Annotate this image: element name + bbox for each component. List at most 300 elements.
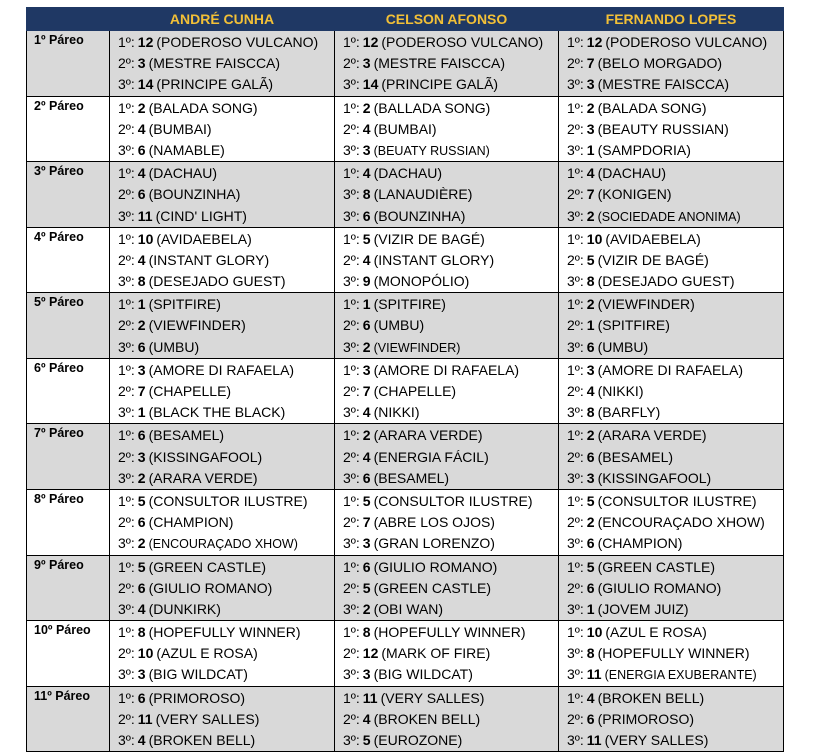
pick-number: 1 xyxy=(137,404,146,421)
pick-position: 1º: xyxy=(343,34,360,50)
race-row xyxy=(27,424,784,490)
pick-position: 3º: xyxy=(343,666,360,683)
pick-position: 2º: xyxy=(343,120,360,137)
pick-line xyxy=(118,512,334,533)
pick-line xyxy=(567,643,783,664)
pick-horse: (GIULIO ROMANO) xyxy=(148,579,273,596)
pick-horse: (BALADA SONG) xyxy=(148,99,258,116)
race-row xyxy=(27,555,784,621)
pick-position: 2º: xyxy=(343,710,360,727)
pick-horse: (AMORE DI RAFAELA) xyxy=(373,361,520,378)
pick-position: 2º: xyxy=(567,448,584,465)
pick-position: 2º: xyxy=(118,448,135,465)
pick-number: 10 xyxy=(586,624,603,641)
picks-cell xyxy=(110,686,335,752)
pick-number: 8 xyxy=(137,273,146,290)
pick-position: 2º: xyxy=(343,383,360,399)
race-row xyxy=(27,162,784,228)
pick-number: 5 xyxy=(137,558,146,575)
pick-horse: (GREEN CASTLE) xyxy=(148,558,267,575)
race-row xyxy=(27,293,784,359)
pick-horse: (BALADA SONG) xyxy=(597,99,707,116)
pick-number: 1 xyxy=(137,296,146,313)
pick-number: 4 xyxy=(137,732,146,748)
pick-position: 2º: xyxy=(343,579,360,596)
pick-line xyxy=(567,53,783,74)
pick-number: 2 xyxy=(362,427,371,444)
pick-horse: (SAMPDORIA) xyxy=(597,141,691,158)
pick-horse: (PRIMOROSO) xyxy=(148,689,246,706)
pick-line xyxy=(118,402,334,423)
pick-position: 1º: xyxy=(343,624,360,641)
pick-position: 1º: xyxy=(343,296,360,313)
pick-number: 5 xyxy=(362,732,371,748)
pick-line xyxy=(567,140,783,161)
pick-number: 6 xyxy=(362,558,371,575)
pick-horse: (SPITFIRE) xyxy=(148,296,221,313)
pick-number: 11 xyxy=(362,689,378,706)
picks-cell xyxy=(335,358,559,424)
picks-cell xyxy=(335,227,559,293)
pick-line xyxy=(118,381,334,402)
pick-line xyxy=(567,360,783,381)
picks-cell xyxy=(335,162,559,228)
pick-line xyxy=(567,578,783,599)
pick-line xyxy=(118,250,334,271)
pick-horse: (OBI WAN) xyxy=(373,600,444,617)
pick-number: 5 xyxy=(362,579,371,596)
pick-position: 3º: xyxy=(567,645,584,662)
pick-horse: (VIZIR DE BAGÉ) xyxy=(373,230,485,247)
pick-position: 2º: xyxy=(567,55,584,72)
pick-number: 4 xyxy=(362,251,371,268)
pick-line xyxy=(567,229,783,250)
pick-line xyxy=(343,533,558,554)
pick-line xyxy=(118,294,334,315)
pick-horse: (DACHAU) xyxy=(597,165,667,182)
pick-position: 3º: xyxy=(118,273,135,290)
pick-position: 3º: xyxy=(343,141,360,158)
pick-position: 2º: xyxy=(118,383,135,399)
pick-line xyxy=(567,98,783,119)
pick-horse: (KISSINGAFOOL) xyxy=(597,469,712,486)
pick-line xyxy=(567,337,783,358)
race-label: 6º Páreo xyxy=(27,358,110,424)
pick-horse: (NIKKI) xyxy=(597,383,644,399)
pick-position: 3º: xyxy=(567,600,584,617)
pick-position: 1º: xyxy=(567,427,584,444)
pick-position: 1º: xyxy=(343,558,360,575)
pick-position: 3º: xyxy=(343,338,360,355)
pick-number: 5 xyxy=(137,492,146,509)
pick-number: 3 xyxy=(586,361,595,378)
pick-number: 6 xyxy=(586,710,595,727)
header-row xyxy=(27,8,784,31)
pick-position: 3º: xyxy=(567,535,584,552)
picks-cell xyxy=(110,227,335,293)
pick-horse: (LANAUDIÈRE) xyxy=(373,186,473,203)
pick-line xyxy=(118,664,334,685)
pick-number: 2 xyxy=(586,296,595,313)
pick-line xyxy=(118,599,334,620)
picks-cell xyxy=(559,424,784,490)
pick-line xyxy=(343,53,558,74)
pick-line xyxy=(118,119,334,140)
pick-position: 1º: xyxy=(343,165,360,182)
pick-number: 9 xyxy=(362,273,371,290)
pick-horse: (BUMBAI) xyxy=(148,120,212,137)
pick-horse: (BIG WILDCAT) xyxy=(148,666,248,683)
pick-horse: (ENERGIA EXUBERANTE) xyxy=(604,668,757,683)
pick-horse: (VERY SALLES) xyxy=(155,710,260,727)
pick-line xyxy=(343,250,558,271)
pick-number: 3 xyxy=(586,469,595,486)
picks-cell xyxy=(559,358,784,424)
pick-number: 2 xyxy=(586,514,595,531)
picks-cell xyxy=(335,96,559,162)
pick-position: 1º: xyxy=(567,230,584,247)
pick-horse: (PRINCIPE GALÃ) xyxy=(156,76,274,93)
pick-position: 1º: xyxy=(118,624,135,641)
race-row xyxy=(27,227,784,293)
pick-horse: (GREEN CASTLE) xyxy=(373,579,492,596)
pick-position: 3º: xyxy=(118,338,135,355)
pick-horse: (UMBU) xyxy=(148,338,200,355)
pick-number: 5 xyxy=(362,230,371,247)
pick-number: 12 xyxy=(586,34,603,50)
pick-number: 4 xyxy=(586,689,595,706)
pick-line xyxy=(343,599,558,620)
pick-horse: (VIEWFINDER) xyxy=(597,296,695,313)
pick-number: 7 xyxy=(137,383,146,399)
pick-horse: (BELO MORGADO) xyxy=(597,55,723,72)
pick-number: 2 xyxy=(137,99,146,116)
pick-horse: (KISSINGAFOOL) xyxy=(148,448,263,465)
pick-position: 2º: xyxy=(343,251,360,268)
pick-number: 2 xyxy=(586,207,595,224)
pick-number: 4 xyxy=(137,165,146,182)
pick-line xyxy=(567,315,783,336)
pick-line xyxy=(567,533,783,554)
picks-cell xyxy=(110,621,335,687)
pick-horse: (AMORE DI RAFAELA) xyxy=(148,361,295,378)
picks-cell xyxy=(335,31,559,97)
picks-cell xyxy=(335,424,559,490)
pick-number: 6 xyxy=(586,579,595,596)
picks-cell xyxy=(335,621,559,687)
pick-number: 2 xyxy=(362,338,371,355)
pick-number: 4 xyxy=(586,383,595,399)
race-row xyxy=(27,96,784,162)
pick-horse: (ARARA VERDE) xyxy=(373,427,483,444)
pick-line xyxy=(567,402,783,423)
pick-horse: (MESTRE FAISCCA) xyxy=(597,76,730,93)
pick-position: 3º: xyxy=(118,141,135,158)
pick-horse: (VIZIR DE BAGÉ) xyxy=(597,251,709,268)
pick-position: 1º: xyxy=(118,296,135,313)
pick-line xyxy=(343,98,558,119)
pick-position: 1º: xyxy=(118,689,135,706)
pick-position: 3º: xyxy=(118,469,135,486)
pick-line xyxy=(118,643,334,664)
pick-position: 1º: xyxy=(567,165,584,182)
pick-horse: (INSTANT GLORY) xyxy=(148,251,270,268)
pick-horse: (MONOPÓLIO) xyxy=(373,273,470,290)
pick-number: 4 xyxy=(362,448,371,465)
picks-cell xyxy=(335,555,559,621)
pick-line xyxy=(118,74,334,95)
pick-number: 10 xyxy=(137,230,154,247)
picks-cell xyxy=(110,293,335,359)
pick-line xyxy=(343,468,558,489)
pick-horse: (BESAMEL) xyxy=(148,427,225,444)
pick-horse: (CIND' LIGHT) xyxy=(155,207,247,224)
pick-horse: (CONSULTOR ILUSTRE) xyxy=(597,492,757,509)
pick-number: 5 xyxy=(586,492,595,509)
pick-position: 3º: xyxy=(343,186,360,203)
pick-line xyxy=(567,447,783,468)
pick-line xyxy=(118,229,334,250)
race-label: 2º Páreo xyxy=(27,96,110,162)
pick-line xyxy=(118,578,334,599)
pick-position: 2º: xyxy=(567,120,584,137)
pick-position: 3º: xyxy=(343,469,360,486)
pick-line xyxy=(567,468,783,489)
pick-position: 3º: xyxy=(118,207,135,224)
picks-cell xyxy=(110,489,335,555)
pick-position: 3º: xyxy=(567,404,584,421)
pick-number: 4 xyxy=(362,404,371,421)
pick-line xyxy=(118,730,334,751)
pick-number: 2 xyxy=(137,535,146,552)
picks-cell xyxy=(335,293,559,359)
pick-number: 1 xyxy=(586,600,595,617)
pick-line xyxy=(567,512,783,533)
pick-position: 3º: xyxy=(567,141,584,158)
race-label: 1º Páreo xyxy=(27,31,110,97)
pick-number: 6 xyxy=(362,469,371,486)
pick-position: 2º: xyxy=(343,514,360,531)
pick-horse: (DUNKIRK) xyxy=(148,600,221,617)
race-label: 5º Páreo xyxy=(27,293,110,359)
pick-line xyxy=(118,32,334,53)
race-row xyxy=(27,31,784,97)
pick-number: 4 xyxy=(362,120,371,137)
pick-position: 2º: xyxy=(118,579,135,596)
pick-position: 2º: xyxy=(343,317,360,334)
pick-number: 11 xyxy=(137,207,153,224)
pick-horse: (SOCIEDADE ANONIMA) xyxy=(597,209,741,224)
pick-position: 3º: xyxy=(343,273,360,290)
pick-position: 1º: xyxy=(567,558,584,575)
pick-line xyxy=(567,557,783,578)
pick-line xyxy=(567,250,783,271)
pick-number: 3 xyxy=(362,361,371,378)
pick-line xyxy=(343,730,558,751)
pick-position: 2º: xyxy=(118,317,135,334)
pick-horse: (ENCOURAÇADO XHOW) xyxy=(597,514,765,531)
pick-line xyxy=(343,622,558,643)
pick-horse: (INSTANT GLORY) xyxy=(373,251,495,268)
pick-line xyxy=(118,709,334,730)
pick-position: 2º: xyxy=(567,514,584,531)
pick-horse: (SPITFIRE) xyxy=(597,317,670,334)
pick-number: 8 xyxy=(586,404,595,421)
pick-number: 7 xyxy=(362,514,371,531)
pick-number: 3 xyxy=(137,666,146,683)
pick-position: 3º: xyxy=(567,273,584,290)
picks-cell xyxy=(559,621,784,687)
pick-line xyxy=(343,184,558,205)
pick-line xyxy=(118,53,334,74)
pick-horse: (MESTRE FAISCCA) xyxy=(148,55,281,72)
pick-line xyxy=(118,622,334,643)
pick-position: 1º: xyxy=(343,689,360,706)
picks-cell xyxy=(110,162,335,228)
pick-number: 3 xyxy=(137,448,146,465)
pick-horse: (ENERGIA FÁCIL) xyxy=(373,448,489,465)
pick-line xyxy=(118,271,334,292)
pick-horse: (GIULIO ROMANO) xyxy=(597,579,722,596)
pick-line xyxy=(567,491,783,512)
pick-number: 3 xyxy=(137,55,146,72)
pick-horse: (BALLADA SONG) xyxy=(373,99,491,116)
pick-position: 2º: xyxy=(567,317,584,334)
pick-number: 12 xyxy=(362,645,379,662)
pick-horse: (PRIMOROSO) xyxy=(597,710,695,727)
header-tipster: ANDRÉ CUNHA xyxy=(110,8,335,31)
pick-position: 2º: xyxy=(118,710,135,727)
pick-position: 3º: xyxy=(118,535,135,552)
pick-position: 1º: xyxy=(118,427,135,444)
pick-number: 6 xyxy=(137,689,146,706)
pick-line xyxy=(118,447,334,468)
pick-number: 6 xyxy=(137,579,146,596)
race-label: 8º Páreo xyxy=(27,489,110,555)
pick-horse: (NAMABLE) xyxy=(148,141,225,158)
picks-cell xyxy=(110,424,335,490)
pick-horse: (KONIGEN) xyxy=(597,186,672,203)
pick-line xyxy=(118,688,334,709)
pick-number: 4 xyxy=(137,600,146,617)
pick-line xyxy=(343,140,558,161)
pick-horse: (PODEROSO VULCANO) xyxy=(381,34,544,50)
pick-horse: (BEUATY RUSSIAN) xyxy=(373,143,490,158)
pick-horse: (ABRE LOS OJOS) xyxy=(373,514,495,531)
pick-line xyxy=(343,229,558,250)
pick-horse: (ARARA VERDE) xyxy=(148,469,258,486)
pick-position: 2º: xyxy=(567,710,584,727)
pick-horse: (VIEWFINDER) xyxy=(148,317,246,334)
pick-horse: (AVIDAEBELA) xyxy=(156,230,252,247)
pick-horse: (VERY SALLES) xyxy=(604,732,709,748)
tips-table xyxy=(26,7,784,752)
picks-cell xyxy=(110,555,335,621)
pick-number: 14 xyxy=(137,76,154,93)
picks-cell xyxy=(559,31,784,97)
pick-position: 3º: xyxy=(118,666,135,683)
pick-position: 1º: xyxy=(118,165,135,182)
pick-number: 6 xyxy=(586,338,595,355)
pick-number: 8 xyxy=(137,624,146,641)
pick-horse: (CONSULTOR ILUSTRE) xyxy=(373,492,533,509)
pick-line xyxy=(118,140,334,161)
pick-position: 3º: xyxy=(567,338,584,355)
race-label: 11º Páreo xyxy=(27,686,110,752)
pick-number: 7 xyxy=(586,186,595,203)
pick-horse: (EUROZONE) xyxy=(373,732,463,748)
pick-horse: (CHAMPION) xyxy=(148,514,234,531)
pick-horse: (AZUL E ROSA) xyxy=(605,624,707,641)
pick-horse: (GREEN CASTLE) xyxy=(597,558,716,575)
pick-number: 14 xyxy=(362,76,379,93)
pick-position: 3º: xyxy=(567,207,584,224)
pick-position: 3º: xyxy=(118,404,135,421)
pick-horse: (BOUNZINHA) xyxy=(148,186,241,203)
pick-number: 6 xyxy=(137,141,146,158)
picks-cell xyxy=(559,96,784,162)
pick-number: 1 xyxy=(362,296,371,313)
pick-horse: (BEAUTY RUSSIAN) xyxy=(597,120,729,137)
pick-number: 8 xyxy=(586,645,595,662)
pick-number: 8 xyxy=(586,273,595,290)
pick-number: 4 xyxy=(586,165,595,182)
pick-horse: (DESEJADO GUEST) xyxy=(597,273,735,290)
pick-position: 1º: xyxy=(118,558,135,575)
pick-horse: (BUMBAI) xyxy=(373,120,437,137)
pick-position: 1º: xyxy=(118,99,135,116)
race-row xyxy=(27,686,784,752)
pick-number: 6 xyxy=(137,338,146,355)
pick-position: 3º: xyxy=(118,600,135,617)
pick-position: 2º: xyxy=(118,645,135,662)
pick-number: 4 xyxy=(362,710,371,727)
pick-position: 1º: xyxy=(343,230,360,247)
pick-line xyxy=(343,32,558,53)
pick-position: 2º: xyxy=(567,579,584,596)
pick-number: 4 xyxy=(137,251,146,268)
pick-position: 1º: xyxy=(567,34,584,50)
pick-horse: (SPITFIRE) xyxy=(373,296,446,313)
pick-line xyxy=(343,709,558,730)
pick-horse: (BIG WILDCAT) xyxy=(373,666,473,683)
pick-position: 2º: xyxy=(567,186,584,203)
pick-horse: (VIEWFINDER) xyxy=(373,340,461,355)
pick-horse: (BARFLY) xyxy=(597,404,661,421)
pick-number: 2 xyxy=(362,99,371,116)
pick-number: 5 xyxy=(362,492,371,509)
pick-line xyxy=(343,664,558,685)
pick-line xyxy=(343,271,558,292)
pick-number: 6 xyxy=(586,448,595,465)
pick-line xyxy=(343,74,558,95)
pick-position: 3º: xyxy=(567,666,584,683)
pick-line xyxy=(343,337,558,358)
pick-number: 2 xyxy=(137,469,146,486)
pick-horse: (HOPEFULLY WINNER) xyxy=(597,645,750,662)
pick-line xyxy=(343,643,558,664)
pick-number: 8 xyxy=(362,624,371,641)
pick-number: 6 xyxy=(137,514,146,531)
pick-line xyxy=(118,337,334,358)
pick-line xyxy=(118,98,334,119)
pick-position: 1º: xyxy=(118,34,135,50)
picks-cell xyxy=(110,31,335,97)
pick-position: 2º: xyxy=(118,55,135,72)
pick-line xyxy=(118,533,334,554)
pick-line xyxy=(567,119,783,140)
pick-position: 2º: xyxy=(567,383,584,399)
